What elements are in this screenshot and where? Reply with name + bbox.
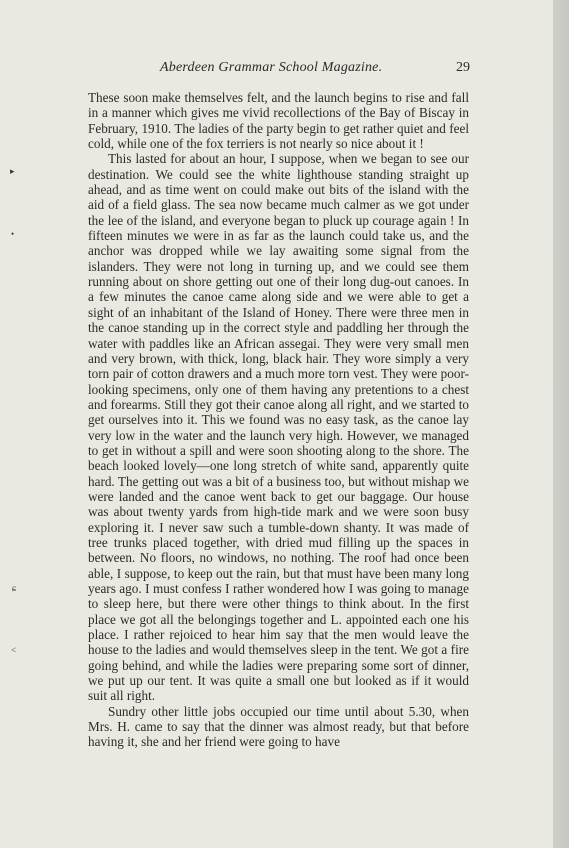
running-title: Aberdeen Grammar School Magazine. — [160, 60, 383, 75]
page-header — [88, 60, 470, 80]
paragraph-2: This lasted for about an hour, I suppose, when we began to see our destination. We could see the white lighthouse standing straight up ahead, and as time went on could make out bits of the island with the aid of a field glass. The sea now became much calmer as we got under the lee of the island, and everyone began to pluck up courage again ! In fifteen minutes we were in as far as the launch could take us, and the anchor was dropped while we lay awaiting some signal from the islanders. They were not long in turning up, and we could see them running about on shore getting out one of their long dug-out canoes. In a few minutes the canoe came along side and we were able to get a sight of an inhabitant of the Island of Honey. There were three men in the canoe standing up in the correct style and paddling her through the water with paddles like an African assegai. They were very small men and very brown, with thick, long, black hair. They wore simply a very torn pair of cotton drawers and a much more torn vest. They were poor-looking specimens, only one of them having any pretentions to a chest and forearms. Still they got their canoe along all right, and we started to get ourselves into it. This we found was no easy task, as the canoe lay very low in the water and the launch very high. However, we managed to get in without a spill and were soon shooting along to the shore. The beach looked lovely—one long stretch of white sand, apparently quite hard. The getting out was a bit of a business too, but without mishap we were landed and the canoe went back to get our baggage. Our house was about twenty yards from high-tide mark and we were soon busy exploring it. I never saw such a tumble-down shanty. It was made of tree trunks placed together, with dried mud filling up the spaces in between. No floors, no windows, no nothing. The roof had once been able, I suppose, to keep out the rain, but that must have been many long years ago. I must confess I rather wondered how I was going to manage to sleep here, but there were other things to think about. In the first place we got all the belongings together and L. appointed each one his place. I rather rejoiced to hear him say that the men would leave the house to the ladies and would themselves sleep in the tent. We got a fire going behind, and while the ladies were preparing some sort of dinner, we put up our tent. It was quite a small one but looked as if it would suit all right. — [88, 151, 469, 704]
paragraph-1: These soon make themselves felt, and the launch begins to rise and fall in a manner which gives me vivid recollections of the Bay of Biscay in February, 1910. The ladies of the party begin to get rather quiet and feel cold, while one of the fox terriers is not nearly so nice about it ! — [88, 90, 469, 152]
page-number: 29 — [456, 60, 470, 75]
paragraph-3: Sundry other little jobs occupied our time until about 5.30, when Mrs. H. came to say that the dinner was almost ready, but that before having it, she and her friend were going to have — [88, 703, 469, 750]
margin-mark-4: ˂ — [11, 645, 17, 655]
article-body — [88, 90, 469, 750]
margin-mark-1: ▸ — [10, 166, 15, 176]
page-edge — [553, 0, 569, 848]
margin-mark-3: ɕ — [12, 583, 16, 593]
margin-mark-2: • — [11, 229, 15, 239]
